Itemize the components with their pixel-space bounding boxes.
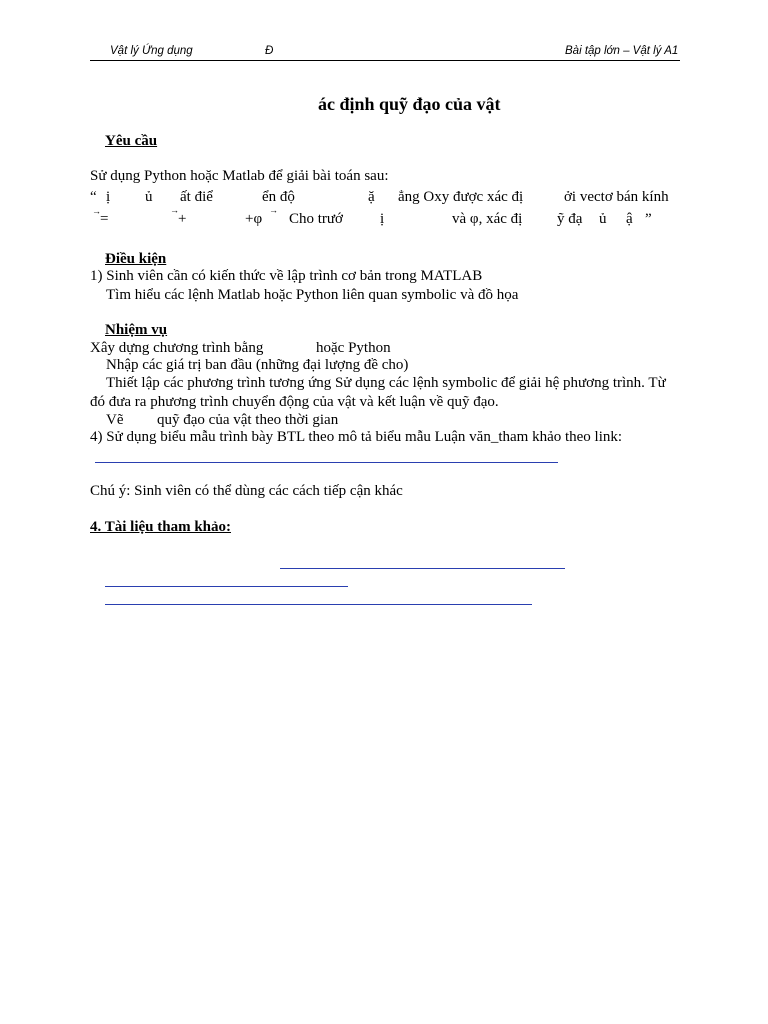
problem-fragment: ậ	[626, 211, 633, 227]
problem-fragment: ị	[380, 211, 385, 227]
tasks-item: 4) Sử dụng biểu mẫu trình bày BTL theo mô tả biểu mẫu Luận văn_tham khảo theo link:	[90, 429, 623, 445]
problem-fragment: ủ	[145, 189, 153, 205]
tasks-item: Vẽ	[106, 412, 124, 428]
conditions-item: Tìm hiểu các lệnh Matlab hoặc Python liên quan symbolic và đồ họa	[106, 287, 519, 303]
problem-fragment: ển độ	[262, 189, 295, 205]
problem-fragment: ởi vectơ bán kính	[564, 189, 669, 205]
section-heading-requirements: Yêu cầu	[105, 133, 158, 149]
tasks-item: Thiết lập các phương trình tương ứng Sử dụng các lệnh symbolic để giải hệ phương trình. Từ	[106, 375, 666, 391]
reference-link[interactable]	[105, 604, 532, 605]
reference-link[interactable]	[105, 586, 348, 587]
header-left: Vật lý Ứng dụng	[110, 45, 193, 57]
header-rule	[90, 60, 680, 61]
problem-fragment: ị	[106, 189, 111, 205]
problem-fragment: ẳng Oxy được xác đị	[398, 189, 524, 205]
problem-fragment: ất điể	[180, 189, 213, 205]
section-heading-conditions: Điều kiện	[105, 251, 167, 267]
reference-link[interactable]	[280, 568, 565, 569]
requirements-intro: Sử dụng Python hoặc Matlab để giải bài toán sau:	[90, 168, 389, 184]
problem-fragment: ủ	[599, 211, 607, 227]
tasks-item: Nhập các giá trị ban đầu (những đại lượng đề cho)	[106, 357, 409, 373]
section-heading-tasks: Nhiệm vụ	[105, 322, 168, 338]
conditions-item: 1) Sinh viên cần có kiến thức về lập trình cơ bản trong MATLAB	[90, 268, 483, 284]
tasks-item: quỹ đạo của vật theo thời gian	[157, 412, 339, 428]
tasks-item: hoặc Python	[316, 340, 391, 356]
note-text: Chú ý: Sinh viên có thể dùng các cách tiếp cận khác	[90, 483, 403, 499]
problem-fragment: ỹ đạ	[557, 211, 583, 227]
template-link[interactable]	[95, 462, 558, 463]
section-heading-references: 4. Tài liệu tham khảo:	[90, 519, 231, 535]
problem-fragment: và φ, xác đị	[452, 211, 523, 227]
problem-fragment: +	[178, 211, 187, 227]
problem-fragment: Cho trướ	[289, 211, 343, 227]
vector-arrow-icon: →	[170, 205, 179, 215]
vector-arrow-icon: →	[269, 205, 278, 215]
header-middle: Đ	[265, 45, 274, 57]
problem-fragment: =	[100, 211, 109, 227]
problem-fragment: “	[90, 189, 97, 205]
vector-arrow-icon: →	[92, 206, 101, 216]
problem-fragment: ặ	[368, 189, 375, 205]
page-title: ác định quỹ đạo của vật	[318, 94, 501, 114]
tasks-item: Xây dựng chương trình bằng	[90, 340, 264, 356]
problem-fragment: ”	[645, 211, 652, 227]
tasks-item: đó đưa ra phương trình chuyển động của vật và kết luận về quỹ đạo.	[90, 394, 499, 410]
problem-fragment: +φ	[245, 211, 263, 227]
header-right: Bài tập lớn – Vật lý A1	[565, 45, 679, 57]
